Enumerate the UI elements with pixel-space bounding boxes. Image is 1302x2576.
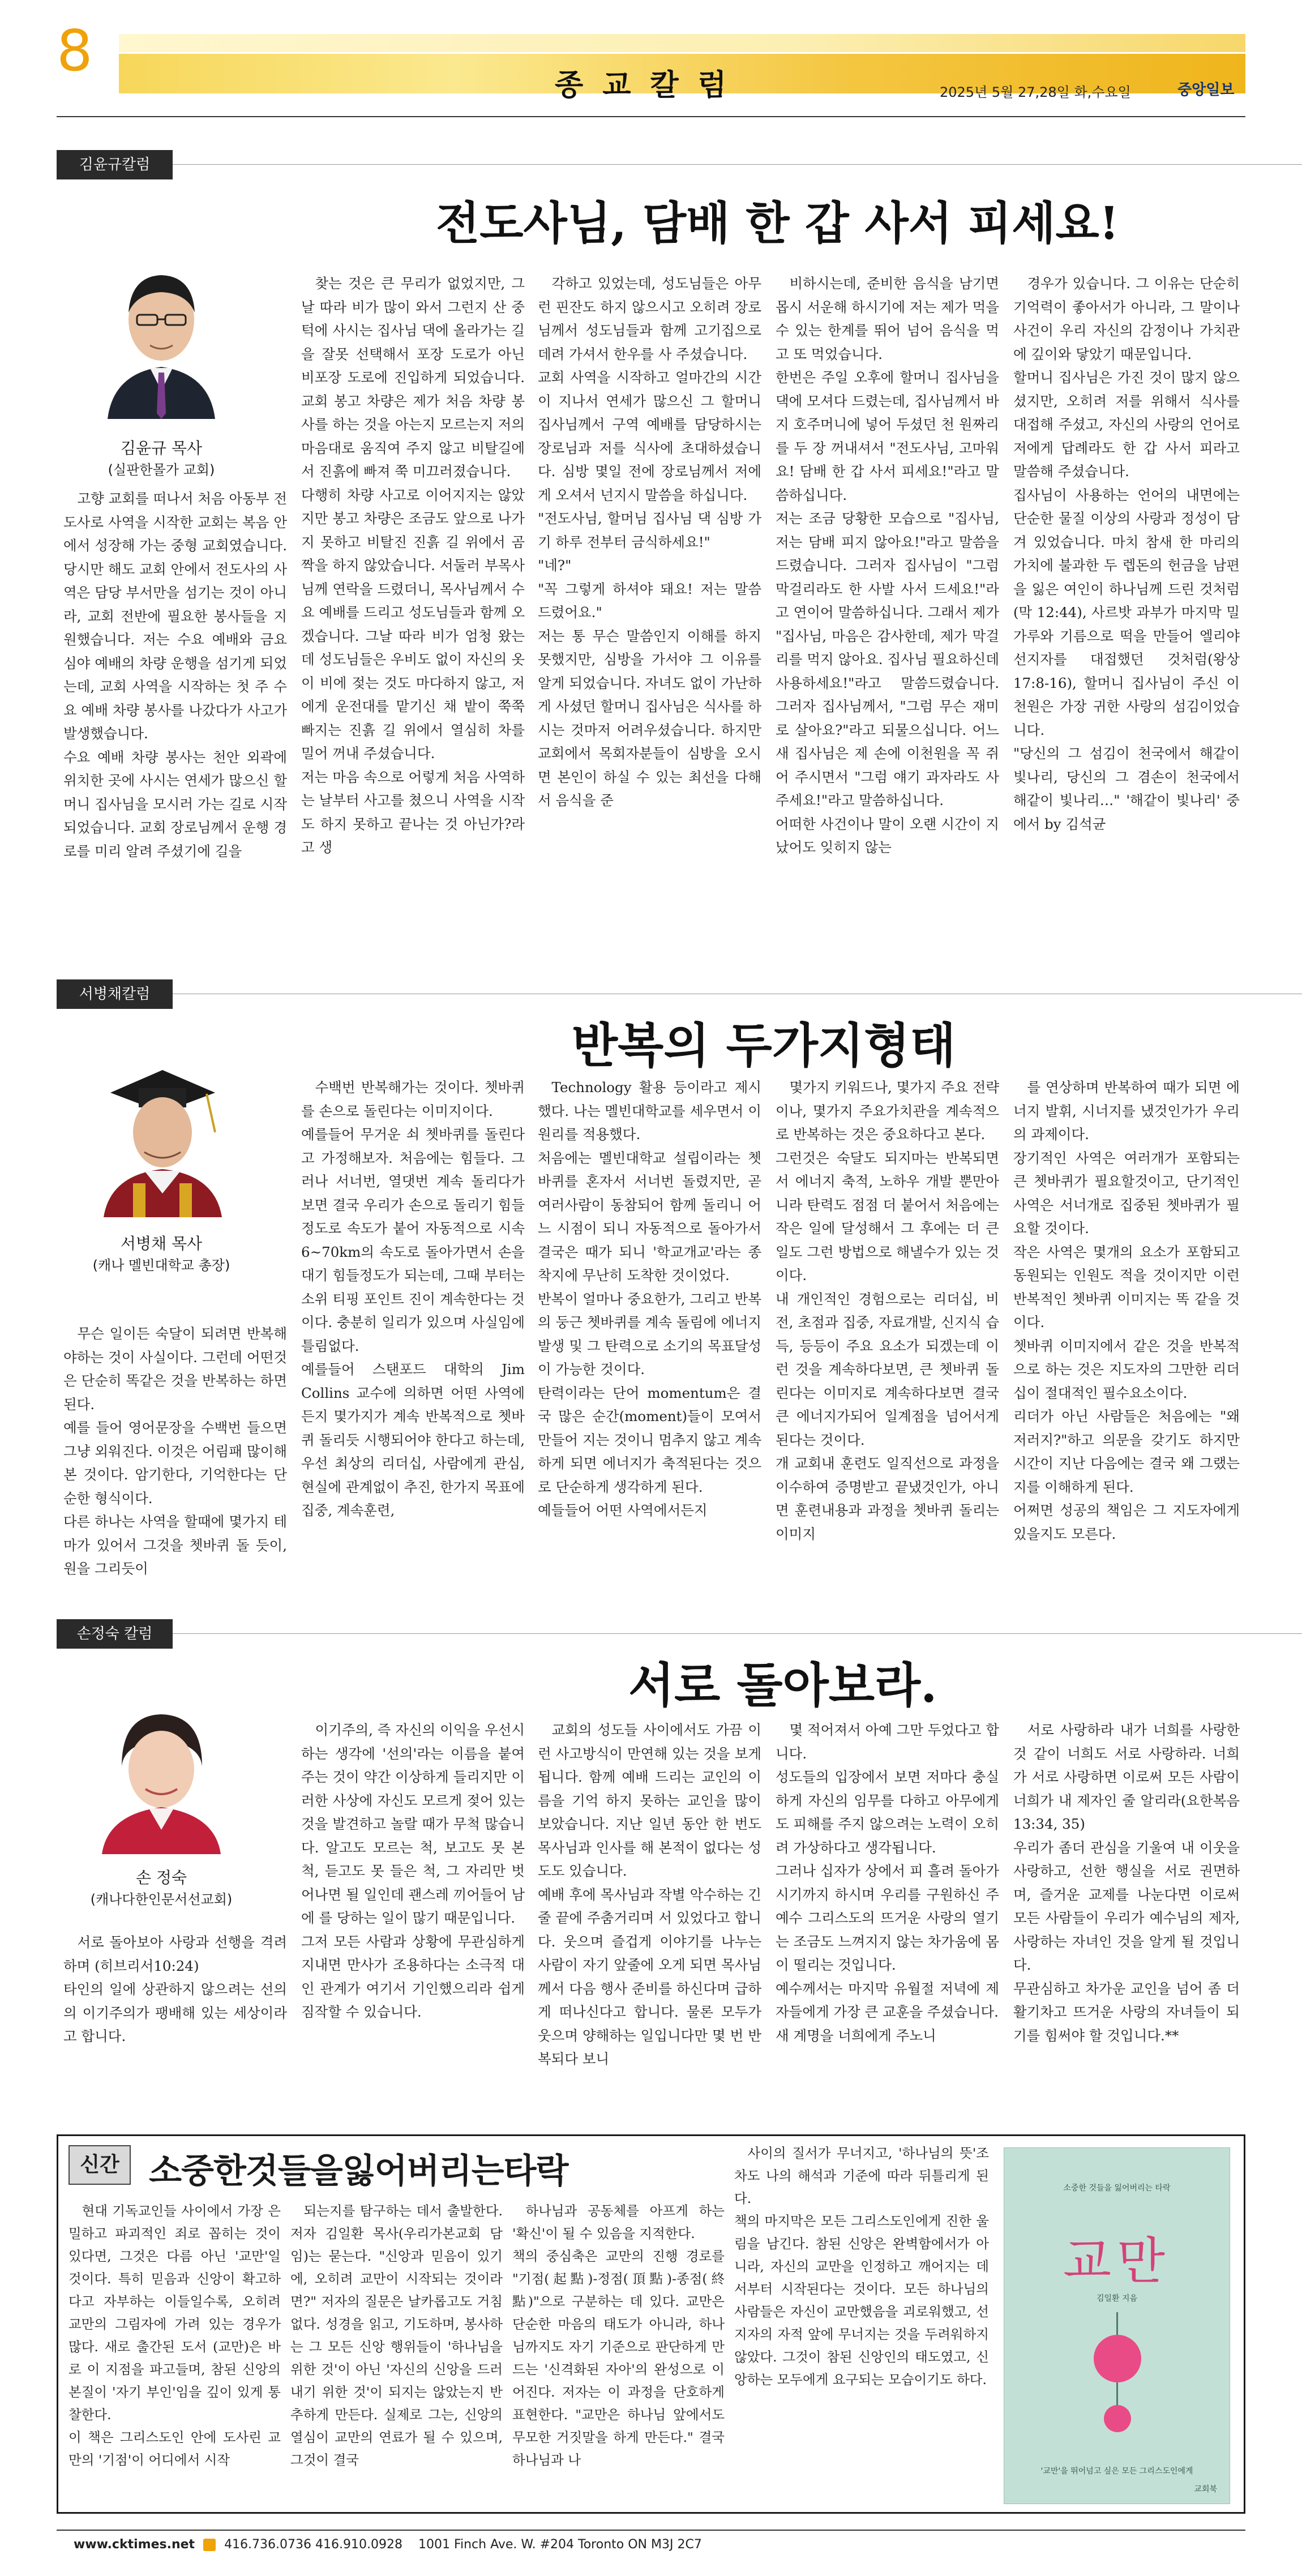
author-photo-1 bbox=[102, 260, 221, 419]
cover-line-2 bbox=[1116, 2382, 1118, 2405]
cover-circle-small bbox=[1104, 2405, 1131, 2432]
author-org-3: (캐나다한인문서선교회) bbox=[90, 1892, 233, 1907]
article-3-col-2: 이기주의, 즉 자신의 이익을 우선시하는 생각에 '선의'라는 이름을 붙여 주는 것이 약간 이상하게 들리지만 이러한 사상에 자신도 모르게 젖어 있는 것을 발견하고 놀랄 때가 무척 많습니다. 알고도 모르는 척, 보고도 못 본척, 듣고도 못 들은 척, 그 자리만 벗어나면 될 일인데 괜스레 끼어들어 남에 를 당하는 일이 많기 때문입니다. 그저 모든 사람과 상황에 무관심하게 지내면 만사가 조용하다는 소극적 대인 관계가 여기서 기인했으리라 쉽게 짐작할 수 있습니다. bbox=[301, 1722, 525, 2020]
headline-3: 서로 돌아보라. bbox=[628, 1657, 937, 1713]
footer-rule bbox=[57, 2530, 1245, 2531]
paper-logo: 중앙일보 bbox=[1177, 82, 1235, 99]
article-1-col-1: 고향 교회를 떠나서 처음 아동부 전도사로 사역을 시작한 교회는 복음 안에서 성장해 가는 중형 교회였습니다. 당시만 해도 교회 안에서 전도사의 사역은 담당 부서만을 섬기는 것이 아니라, 교회 전반에 필요한 봉사들을 지원했습니다. 저는 수요 예배와 금요 심야 예배의 차량 운행을 섬기게 되었는데, 교회 사역을 시작하는 첫 주 수요 예배 차량 봉사를 나갔다가 사고가 발생했습니다. 수요 예배 차량 봉사는 천안 외곽에 위치한 곳에 사시는 연세가 많으신 할머니 집사님을 모시러 가는 길로 시작되었습니다. 교회 장로님께서 운행 경로를 미리 알려 주셨기에 길을 bbox=[63, 490, 287, 859]
cover-publisher: 교회북 bbox=[1194, 2485, 1217, 2494]
author-photo-3 bbox=[99, 1704, 224, 1854]
headline-2: 반복의 두가지형태 bbox=[572, 1017, 956, 1073]
author-photo-2 bbox=[99, 1053, 226, 1217]
column-rule-3 bbox=[173, 1633, 1302, 1634]
author-name-3: 손 정숙 bbox=[135, 1868, 187, 1887]
column-tag-2: 서병채칼럼 bbox=[57, 979, 173, 1009]
cover-top-line: 소중한 것들을 잃어버리는 타락 bbox=[1063, 2184, 1171, 2193]
author-name-1: 김윤규 목사 bbox=[120, 439, 203, 457]
book-review-box bbox=[57, 2134, 1245, 2514]
article-3-col-1: 서로 돌아보아 사랑과 선행을 격려하며 (히브리서10:24) 타인의 일에 상관하지 않으려는 선의의 이기주의가 팽배해 있는 세상이라고 합니다. bbox=[63, 1934, 287, 2044]
author-name-2: 서병채 목사 bbox=[120, 1234, 203, 1253]
article-1-col-3: 각하고 있었는데, 성도님들은 아무런 핀잔도 하지 않으시고 오히려 장로님께서 성도님들과 함께 고기집으로 데려 가셔서 한우를 사 주셨습니다. 교회 사역을 시작하고 얼마간의 시간이 지나서 연세가 많으신 그 할머니 집사님께서 구역 예배를 담당하시는 장로님과 저를 식사에 초대하셨습니다. 심방 몇일 전에 장로님께서 저에게 오셔서 넌지시 말씀을 하십니다. "전도사님, 할머님 집사님 댁 심방 가기 하루 전부터 금식하세요!" "네?" "꼭 그렇게 하셔야 돼요! 저는 말씀 드렸어요." 저는 통 무슨 말씀인지 이해를 하지 못했지만, 심방을 가서야 그 이유를 알게 되었습니다. 자녀도 없이 가난하게 사셨던 할머니 집사님은 식사를 하시는 것마저 어려우셨습니다. 하지만 교회에서 목회자분들이 심방을 오시면 본인이 하실 수 있는 최선을 다해서 음식을 준 bbox=[538, 275, 761, 808]
footer-phones: 416.736.0736 416.910.0928 bbox=[224, 2538, 402, 2552]
cover-line-1 bbox=[1116, 2312, 1118, 2335]
article-3-col-4: 몇 적어져서 아예 그만 두었다고 합니다. 성도들의 입장에서 보면 저마다 충실하게 자신의 임무를 다하고 아무에게도 피해를 주지 않으려는 노력이 오히려 가상하다고 생각됩니다. 그러나 십자가 상에서 피 흘려 돌아가시기까지 하시며 우리를 구원하신 주 예수 그리스도의 뜨거운 사랑의 열기는 조금도 느껴지지 않는 차가움에 몸이 떨리는 것입니다. 예수께서는 마지막 유월절 저녁에 제자들에게 가장 큰 교훈을 주셨습니다. 새 계명을 너희에게 주노니 bbox=[776, 1722, 999, 2044]
page-number: 8 bbox=[57, 18, 93, 84]
book-cover bbox=[1004, 2147, 1230, 2504]
column-tag-3: 손정숙 칼럼 bbox=[57, 1619, 173, 1649]
article-1-col-5: 경우가 있습니다. 그 이유는 단순히 기억력이 좋아서가 아니라, 그 말이나 사건이 우리 자신의 감정이나 가치관에 깊이와 닿았기 때문입니다. 할머니 집사님은 가진 것이 많지 않으셨지만, 오히려 저를 위해서 식사를 대접해 주셨고, 자신의 사랑의 언어로 저에게 답례라도 한 갑 사서 피라고 말씀해 주셨습니다. 집사님이 사용하는 언어의 내면에는 단순한 물질 이상의 사랑과 정성이 담겨 있었습니다. 마치 참새 한 마리의 가치에 불과한 두 렙돈의 헌금을 남편을 잃은 여인이 하나님께 드린 것처럼(막 12:44), 사르밧 과부가 마지막 밀가루와 기름으로 떡을 만들어 엘리야 선지자를 대접했던 것처럼(왕상 17:8-16), 할머니 집사님이 주신 이천원은 가장 귀한 사랑의 섬김이었습니다. "당신의 그 섬김이 천국에서 해같이 빛나리, 당신의 그 겸손이 천국에서 해같이 빛나리…" '해같이 빛나리' 중에서 by 김석균 bbox=[1013, 275, 1240, 832]
cover-circle-large bbox=[1094, 2335, 1141, 2382]
footer bbox=[74, 2538, 702, 2552]
phone-icon bbox=[203, 2539, 216, 2551]
footer-address: 1001 Finch Ave. W. #204 Toronto ON M3J 2C7 bbox=[418, 2538, 702, 2552]
header-rule bbox=[57, 116, 1245, 117]
article-2-col-3: Technology 활용 등이라고 제시했다. 나는 멜빈대학교를 세우면서 이 원리를 적용했다. 처음에는 멜빈대학교 설립이라는 쳇바퀴를 혼자서 서너번 돌렸지만, 곧 여러사람이 동참되어 함께 돌리니 어느 시점이 되니 자동적으로 돌아가서 결국은 때가 되니 '학교개교'라는 종착지에 무난히 도착한 것이었다. 반복이 얼마나 중요한가, 그리고 반복의 둥근 쳇바퀴를 계속 돌림에 에너지 발생 및 그 탄력으로 소기의 목표달성이 가능한 것이다. 탄력이라는 단어 momentum은 결국 많은 순간(moment)들이 모여서 만들어 지는 것이니 멈추지 않고 계속하게 되면 에너지가 축적된다는 것으로 단순하게 생각하게 된다. 예들들어 어떤 사역에서든지 bbox=[538, 1079, 761, 1518]
issue-date: 2025년 5월 27,28일 화,수요일 bbox=[940, 84, 1131, 100]
cover-author: 김일환 지음 bbox=[1096, 2294, 1138, 2303]
author-org-2: (캐나 멜빈대학교 총장) bbox=[92, 1257, 230, 1273]
section-title: 종교칼럼 bbox=[555, 68, 746, 102]
book-col-2: 되는지를 탐구하는 데서 출발한다. 저자 김일환 목사(우리가본교회 담임)는 묻는다. "신앙과 믿음이 있기에, 오히려 교만이 시작되는 것이라면?" 저자의 질문은 날카롭고도 거침없다. 성경을 읽고, 기도하며, 봉사하는 그 모든 신앙 행위들이 '하나님을 위한 것'이 아닌 '자신의 신앙을 드러내기 위한 것'이 되지는 않았는지 반추하게 만든다. 실제로 그는, 신앙의 열심이 교만의 연료가 될 수 있으며, 그것이 결국 bbox=[290, 2203, 507, 2468]
article-2-col-1: 무슨 일이든 숙달이 되려면 반복해야하는 것이 사실이다. 그런데 어떤것은 단순히 똑같은 것을 반복하는 하면된다. 예를 들어 영어문장을 수백번 들으면 그냥 외워진다. 이것은 어림패 많이해 본 것이다. 암기한다, 기억한다는 단순한 형식이다. 다른 하나는 사역을 할때에 몇가지 테마가 있어서 그것을 쳇바퀴 돌 듯이, 원을 그리듯이 bbox=[63, 1325, 287, 1577]
article-2-col-4: 몇가지 키워드나, 몇가지 주요 전략이나, 몇가지 주요가치관을 계속적으로 반복하는 것은 중요하다고 본다. 그런것은 숙달도 되지마는 반복되면서 에너지 축적, 노하우 개발 뿐만아니라 탄력도 점점 더 붙어서 처음에는 작은 일에 달성해서 그 후에는 더 큰 일도 그런 방법으로 해낼수가 있는 것이다. 내 개인적인 경험으로는 리더십, 비전, 초점과 집중, 자료개발, 신지식 습득, 등등이 주요 요소가 되겠는데 이런 것을 계속하다보면, 큰 쳇바퀴 돌린다는 이미지로 계속하다보면 결국 큰 에너지가되어 일계점을 넘어서게 된다는 것이다. 개 교회내 훈련도 일직선으로 과정을 이수하여 증명받고 끝냈것인가, 아니면 훈련내용과 과정을 쳇바퀴 돌리는 이미지 bbox=[776, 1079, 999, 1542]
book-review-title: 소중한것들을잃어버리는타락 bbox=[149, 2151, 568, 2191]
article-2-col-5: 를 연상하며 반복하여 때가 되면 에너지 발휘, 시너지를 냈것인가가 우리의 과제이다. 장기적인 사역은 여러개가 포함되는 큰 쳇바퀴가 필요할것이고, 단기적인 사역은 서너개로 집중된 쳇바퀴가 필요할 것이다. 작은 사역은 몇개의 요소가 포함되고 동원되는 인원도 적을 것이지만 이런 반복적인 쳇바퀴 이미지는 똑 같을 것이다. 쳇바퀴 이미지에서 같은 것을 반복적으로 하는 것은 지도자의 그만한 리더십이 절대적인 필수요소이다. 리더가 아닌 사람들은 처음에는 "왜 저러지?"하고 의문을 갖기도 하지만 시간이 지난 다음에는 결국 왜 그랬는지를 이해하게 된다. 어쩌면 성공의 책임은 그 지도자에게 있을지도 모른다. bbox=[1013, 1079, 1240, 1542]
article-3-col-5: 서로 사랑하라 내가 너희를 사랑한 것 같이 너희도 서로 사랑하라. 너희가 서로 사랑하면 이로써 모든 사람이 너희가 내 제자인 줄 알리라(요한복음13:34, 35) 우리가 좀더 관심을 기울여 내 이웃을 사랑하고, 선한 행실을 서로 권면하며, 즐거운 교제를 나눈다면 이로써 모든 사람들이 우리가 예수님의 제자, 사랑하는 자녀인 것을 알게 될 것입니다. 무관심하고 차가운 교인을 넘어 좀 더 활기차고 뜨거운 사랑의 자녀들이 되기를 힘써야 할 것입니다.** bbox=[1013, 1722, 1240, 2044]
masthead-stripe-light bbox=[119, 34, 1245, 52]
footer-url[interactable]: www.cktimes.net bbox=[74, 2538, 195, 2552]
book-tag: 신간 bbox=[68, 2145, 131, 2185]
cover-title: 교만 bbox=[1063, 2232, 1171, 2290]
column-tag-1: 김윤규칼럼 bbox=[57, 150, 173, 179]
book-col-4: 사이의 질서가 무너지고, '하나님의 뜻'조차도 나의 해석과 기준에 따라 뒤틀리게 된다. 책의 마지막은 모든 그리스도인에게 진한 울림을 남긴다. 참된 신앙은 완벽함에서가 아니라, 자신의 교만을 인정하고 깨어지는 데서부터 시작된다는 것이다. 모든 하나님의 사람들은 자신이 교만했음을 괴로워했고, 선지자의 자적 앞에 무너지는 것을 두려워하지 않았다. 그것이 참된 신앙인의 태도였고, 신앙하는 모두에게 요구되는 모습이기도 하다. bbox=[734, 2145, 989, 2387]
column-rule-1 bbox=[173, 164, 1302, 165]
article-3-col-3: 교회의 성도들 사이에서도 가끔 이런 사고방식이 만연해 있는 것을 보게 됩니다. 함께 예배 드리는 교인의 이름을 기억 하지 못하는 교인을 많이 보았습니다. 지난 일년 동안 한 번도 목사님과 인사를 해 본적이 없다는 성도도 있습니다. 예배 후에 목사님과 작별 악수하는 긴 줄 끝에 주춤거리며 서 있었다고 합니다. 웃으며 즐겁게 이야기를 나누는 사람이 자기 앞줄에 오게 되면 목사님께서 다음 행사 준비를 하신다며 급하게 떠나신다고 합니다. 물론 모두가 웃으며 양해하는 일입니다만 몇 번 반복되다 보니 bbox=[538, 1722, 761, 2067]
article-1-col-2: 찾는 것은 큰 무리가 없었지만, 그 날 따라 비가 많이 와서 그런지 산 중턱에 사시는 집사님 댁에 올라가는 길을 잘못 선택해서 포장 도로가 아닌 비포장 도로에 진입하게 되었습니다. 교회 봉고 차량은 제가 처음 차량 봉사를 하는 것을 아는지 모르는지 저의 마음대로 움직여 주지 않고 비탈길에서 진흙에 빠져 쭉 미끄러졌습니다. 다행히 차량 사고로 이어지지는 않았지만 봉고 차량은 조금도 앞으로 나가지 못하고 비탈진 진흙 길 위에서 곰짝을 하지 않았습니다. 서둘러 부목사님께 연락을 드렸더니, 목사님께서 수요 예배를 드리고 성도님들과 함께 오겠습니다. 그날 따라 비가 엄청 왔는데 성도님들은 우비도 없이 자신의 옷이 비에 젖는 것도 마다하지 않고, 저에게 운전대를 맡기신 채 밭이 쭉쭉 빠지는 진흙 길 위에서 열심히 차를 밀어 꺼내 주셨습니다. 저는 마음 속으로 어렇게 처음 사역하는 날부터 사고를 쳤으니 사역을 시작도 하지 못하고 끝나는 것 아닌가?라고 생 bbox=[301, 275, 525, 855]
author-org-1: (실판한몰가 교회) bbox=[108, 462, 215, 478]
headline-1: 전도사님, 담배 한 갑 사서 피세요! bbox=[436, 196, 1119, 250]
book-col-1: 현대 기독교인들 사이에서 가장 은밀하고 파괴적인 죄로 꼽히는 것이 있다면, 그것은 다름 아닌 '교만'일 것이다. 특히 믿음과 신앙이 확고하다고 자부하는 이들일수록, 오히려 교만의 그림자에 가려 있는 경우가 많다. 새로 출간된 도서 (교만)은 바로 이 지점을 파고들며, 참된 신앙의 본질이 '자기 부인'임을 깊이 있게 통찰한다. 이 책은 그리스도인 안에 도사린 교만의 '기점'이 어디에서 시작 bbox=[68, 2203, 281, 2468]
masthead bbox=[0, 0, 1302, 113]
book-col-3: 하나님과 공동체를 아프게 하는 '확신'이 될 수 있음을 지적한다. 책의 중심축은 교만의 진행 경로를 "기점(起點)-정점(頂點)-종점(終點)"으로 구분하는 데 있다. 교만은 단순한 마음의 태도가 아니라, 하나님까지도 자기 기준으로 판단하게 만드는 '신격화된 자아'의 완성으로 이어진다. 저자는 이 과정을 단호하게 표현한다. "교만은 하나님 앞에서도 무모한 거짓말을 하게 만든다." 결국 하나님과 나 bbox=[512, 2203, 725, 2468]
article-1-col-4: 비하시는데, 준비한 음식을 남기면 몹시 서운해 하시기에 저는 제가 먹을 수 있는 한계를 뛰어 넘어 음식을 먹고 또 먹었습니다. 한번은 주일 오후에 할머니 집사님을 댁에 모셔다 드렸는데, 집사님께서 바지 호주머니에 넣어 두셨던 천 원짜리를 두 장 꺼내셔서 "전도사님, 고마워요! 담배 한 갑 사서 피세요!"라고 말씀하십니다. 저는 조금 당황한 모습으로 "집사님, 저는 담배 피지 않아요!"라고 말씀을 드렸습니다. 그러자 집사님이 "그럼 막걸리라도 한 사발 사서 드세요!"라고 연이어 말씀하십니다. 그래서 제가 "집사님, 마음은 감사한데, 제가 막걸리를 먹지 않아요. 집사님 필요하신데 사용하세요!"라고 말씀드렸습니다. 그러자 집사님께서, "그럼 무슨 재미로 살아요?"라고 되물으십니다. 어느새 집사님은 제 손에 이천원을 꼭 쥐어 주시면서 "그럼 얘기 과자라도 사주세요!"라고 말씀하십니다. 어떠한 사건이나 말이 오랜 시간이 지났어도 잊히지 않는 bbox=[776, 275, 999, 855]
article-2-col-2: 수백번 반복해가는 것이다. 쳇바퀴를 손으로 돌린다는 이미지이다. 예를들어 무거운 쇠 쳇바퀴를 돌린다고 가정해보자. 처음에는 힘들다. 그러나 서너번, 열댓번 계속 돌리다가 보면 결국 우리가 손으로 돌리기 힘들 정도로 속도가 붙어 자동적으로 시속 6~70km의 속도로 돌아가면서 손을 대기 힘들정도가 되는데, 그때 부터는 소위 티핑 포인트 진이 계속한다는 것이다. 충분히 일리가 있으며 사실임에 틀림없다. 예를들어 스탠포드 대학의 Jim Collins 교수에 의하면 어떤 사역에든지 몇가지가 계속 반복적으로 쳇바퀴 돌리듯 시행되어야 한다고 하는데, 우선 최상의 리더십, 사람에게 관심, 현실에 관계없이 추진, 한가지 목표에 집중, 계속훈련, bbox=[301, 1079, 525, 1518]
cover-blurb: '교만'을 뛰어넘고 싶은 모든 그리스도인에게 bbox=[1040, 2467, 1193, 2476]
